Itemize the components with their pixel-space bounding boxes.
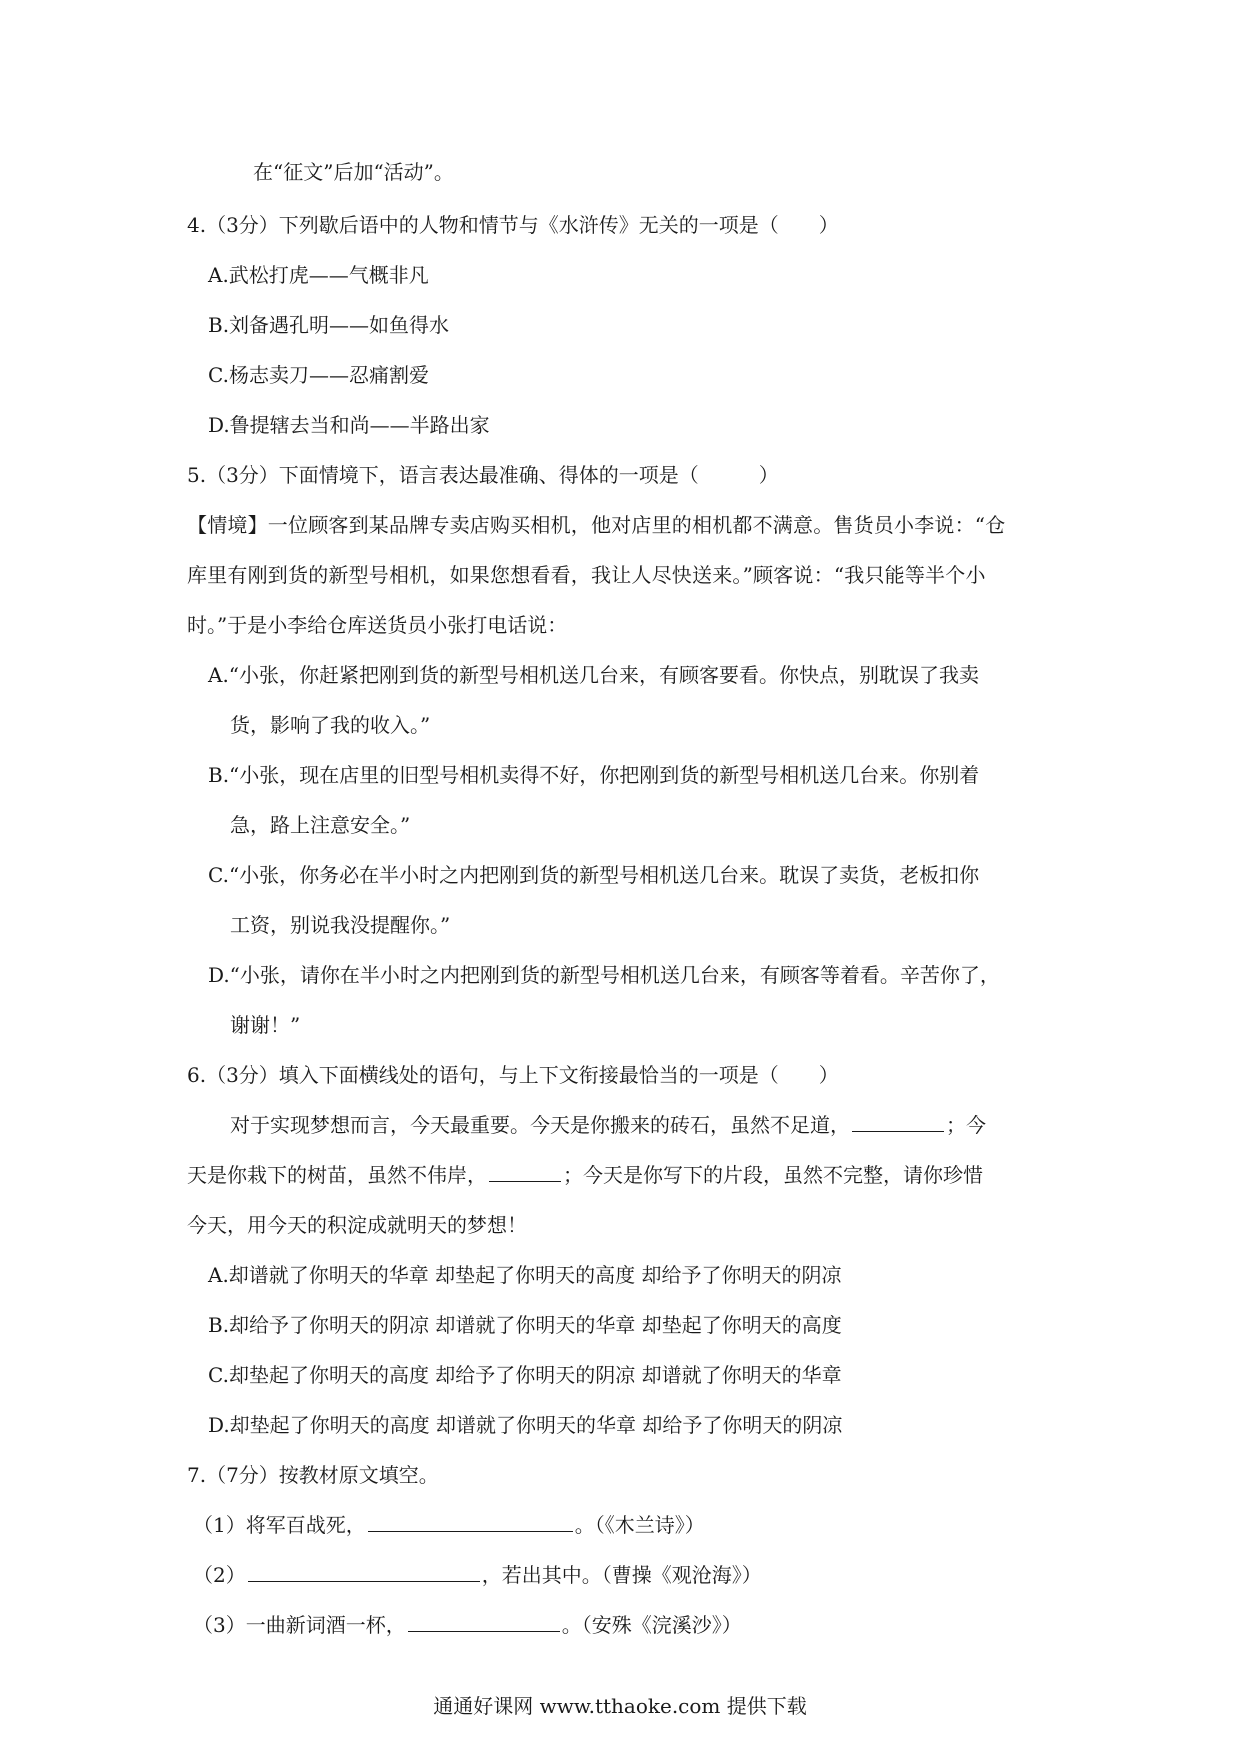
option-4d: D.鲁提辖去当和尚——半路出家 (208, 413, 490, 437)
option-5b-cont: 急，路上注意安全。” (230, 813, 411, 837)
option-5a-cont: 货，影响了我的收入。” (230, 713, 431, 737)
item-text: （3）一曲新词酒一杯， (193, 1613, 406, 1637)
item-text: ，若出其中。（曹操《观沧海》） (481, 1563, 762, 1587)
option-4c: C.杨志卖刀——忍痛割爱 (208, 363, 429, 387)
option-6b: B.却给予了你明天的阴凉 却谱就了你明天的华章 却垫起了你明天的高度 (208, 1313, 842, 1337)
option-4b: B.刘备遇孔明——如鱼得水 (208, 313, 450, 337)
passage-text: ；今天是你写下的片段，虽然不完整，请你珍惜 (563, 1163, 983, 1187)
option-5a: A.“小张，你赶紧把刚到货的新型号相机送几台来，有顾客要看。你快点，别耽误了我卖 (208, 663, 980, 687)
question-6-stem: 6.（3分）填入下面横线处的语句，与上下文衔接最恰当的一项是（ ） (187, 1063, 839, 1087)
option-5c: C.“小张，你务必在半小时之内把刚到货的新型号相机送几台来。耽误了卖货，老板扣你 (208, 863, 980, 887)
question-7-item-2 (193, 1561, 762, 1589)
option-5d-cont: 谢谢！” (230, 1013, 301, 1037)
question-6-passage (187, 1161, 983, 1189)
question-5-stem: 5.（3分）下面情境下，语言表达最准确、得体的一项是（ ） (187, 463, 779, 487)
fill-blank (852, 1111, 944, 1132)
item-text: 。（安殊《浣溪沙》） (561, 1613, 742, 1637)
option-5d: D.“小张，请你在半小时之内把刚到货的新型号相机送几台来，有顾客等着看。辛苦你了， (208, 963, 1000, 987)
item-text: 。（《木兰诗》） (574, 1513, 705, 1537)
text-line: 在“征文”后加“活动”。 (253, 160, 454, 184)
option-5c-cont: 工资，别说我没提醒你。” (230, 913, 451, 937)
question-7-item-1 (193, 1511, 705, 1539)
page-footer: 通通好课网 www.tthaoke.com 提供下载 (433, 1694, 807, 1718)
option-4a: A.武松打虎——气概非凡 (208, 263, 429, 287)
question-5-context: 时。”于是小李给仓库送货员小张打电话说： (187, 613, 568, 637)
question-4-stem: 4.（3分）下列歇后语中的人物和情节与《水浒传》无关的一项是（ ） (187, 213, 839, 237)
option-6c: C.却垫起了你明天的高度 却给予了你明天的阴凉 却谱就了你明天的华章 (208, 1363, 842, 1387)
question-6-passage (230, 1111, 986, 1139)
passage-text: 对于实现梦想而言，今天最重要。今天是你搬来的砖石，虽然不足道， (230, 1113, 850, 1137)
option-5b: B.“小张，现在店里的旧型号相机卖得不好，你把刚到货的新型号相机送几台来。你别着 (208, 763, 980, 787)
option-6d: D.却垫起了你明天的高度 却谱就了你明天的华章 却给予了你明天的阴凉 (208, 1413, 843, 1437)
passage-text: ；今 (946, 1113, 986, 1137)
question-6-passage: 今天，用今天的积淀成就明天的梦想！ (187, 1213, 527, 1237)
fill-blank (489, 1161, 561, 1182)
question-5-context: 库里有刚到货的新型号相机，如果您想看看，我让人尽快送来。”顾客说：“我只能等半个小 (187, 563, 986, 587)
fill-blank (408, 1611, 560, 1632)
fill-blank (248, 1561, 480, 1582)
item-text: （1）将军百战死， (193, 1513, 366, 1537)
question-7-item-3 (193, 1611, 742, 1639)
option-6a: A.却谱就了你明天的华章 却垫起了你明天的高度 却给予了你明天的阴凉 (208, 1263, 842, 1287)
item-text: （2） (193, 1563, 246, 1587)
passage-text: 天是你栽下的树苗，虽然不伟岸， (187, 1163, 487, 1187)
question-7-stem: 7.（7分）按教材原文填空。 (187, 1463, 439, 1487)
fill-blank (368, 1511, 573, 1532)
question-5-context: 【情境】一位顾客到某品牌专卖店购买相机，他对店里的相机都不满意。售货员小李说：“仓 (187, 513, 1006, 537)
